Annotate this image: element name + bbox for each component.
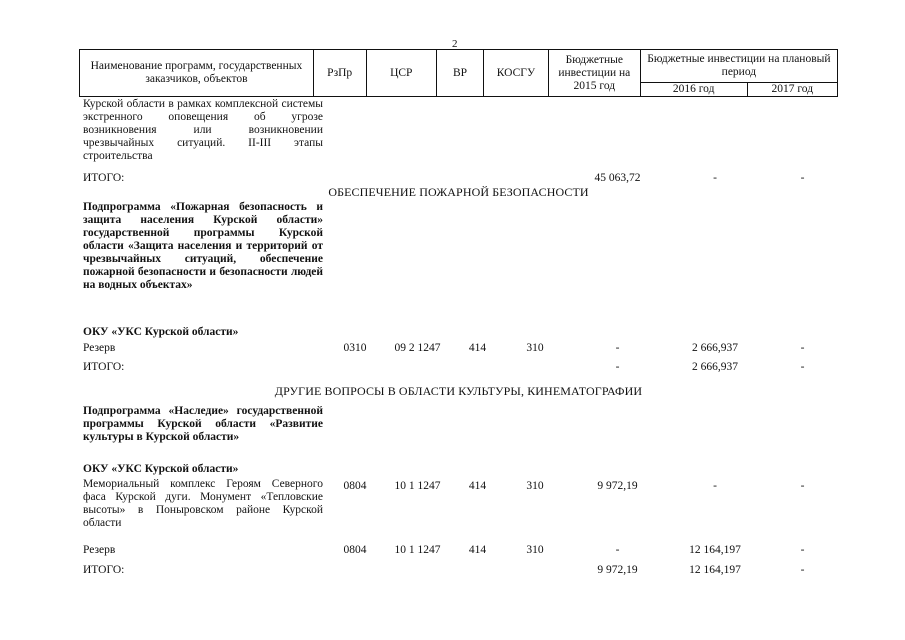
row-csr: 09 2 1247 bbox=[394, 342, 441, 354]
row-2017: - bbox=[800, 544, 805, 556]
section-title-culture: ДРУГИЕ ВОПРОСЫ В ОБЛАСТИ КУЛЬТУРЫ, КИНЕМАТОГРАФИИ bbox=[274, 384, 643, 398]
total-investment-2015: - bbox=[615, 361, 620, 373]
row-2017: - bbox=[800, 342, 805, 354]
row-vr: 414 bbox=[468, 342, 487, 354]
total-label: ИТОГО: bbox=[83, 361, 125, 373]
total-label: ИТОГО: bbox=[83, 172, 125, 184]
header-csr: ЦСР bbox=[366, 50, 437, 97]
page-number: 2 bbox=[452, 38, 458, 50]
total-2017: - bbox=[800, 172, 805, 184]
row-kosgu: 310 bbox=[526, 480, 544, 492]
header-vr: ВР bbox=[437, 50, 484, 97]
customer-name: ОКУ «УКС Курской области» bbox=[83, 326, 239, 338]
header-name: Наименование программ, государственных заказчиков, объектов bbox=[80, 50, 314, 97]
total-investment-2015: 45 063,72 bbox=[594, 172, 641, 184]
row-csr: 10 1 1247 bbox=[394, 480, 441, 492]
section-title-fire-safety: ОБЕСПЕЧЕНИЕ ПОЖАРНОЙ БЕЗОПАСНОСТИ bbox=[328, 185, 589, 199]
header-kosgu: КОСГУ bbox=[484, 50, 549, 97]
subprogram-fire-safety: Подпрограмма «Пожарная безопасность и защита населения Курской области» государственной программы Курской области «Защита населения и территорий от чрезвычайных ситуаций, обеспечение пожарной безопасности и безопасности людей на водных объектах» bbox=[83, 201, 323, 291]
header-year-2017: 2017 год bbox=[747, 83, 837, 97]
total-investment-2015: 9 972,19 bbox=[597, 564, 638, 576]
row-2016: 2 666,937 bbox=[692, 342, 738, 354]
row-rzpr: 0804 bbox=[343, 480, 367, 492]
subprogram-heritage: Подпрограмма «Наследие» государственной программы Курской области «Развитие культуры в Курской области» bbox=[83, 405, 323, 443]
row-rzpr: 0804 bbox=[343, 544, 367, 556]
row-kosgu: 310 bbox=[526, 544, 544, 556]
object-description-continued: Курской области в рамках комплексной системы экстренного оповещения об угрозе возникновения или возникновении чрезвычайных ситуаций. II-III этапы строительства bbox=[83, 98, 323, 162]
header-rzpr: РзПр bbox=[313, 50, 366, 97]
total-2016: - bbox=[713, 172, 717, 184]
row-2016: - bbox=[713, 480, 717, 492]
total-2017: - bbox=[800, 564, 805, 576]
row-2017: - bbox=[800, 480, 805, 492]
row-csr: 10 1 1247 bbox=[394, 544, 441, 556]
total-2017: - bbox=[800, 361, 805, 373]
row-investment-2015: 9 972,19 bbox=[597, 480, 638, 492]
total-label: ИТОГО: bbox=[83, 564, 125, 576]
row-name: Резерв bbox=[83, 342, 116, 354]
row-name: Мемориальный комплекс Героям Северного фаса Курской дуги. Монумент «Тепловские высоты» в Поныровском районе Курской области bbox=[83, 478, 323, 529]
header-year-2016: 2016 год bbox=[640, 83, 747, 97]
row-vr: 414 bbox=[468, 544, 487, 556]
total-2016: 12 164,197 bbox=[689, 564, 741, 576]
row-investment-2015: - bbox=[615, 342, 620, 354]
row-kosgu: 310 bbox=[526, 342, 544, 354]
total-2016: 2 666,937 bbox=[692, 361, 738, 373]
row-vr: 414 bbox=[468, 480, 487, 492]
header-investments-2015: Бюджетные инвестиции на 2015 год bbox=[548, 50, 640, 97]
row-rzpr: 0310 bbox=[343, 342, 367, 354]
header-planned-period: Бюджетные инвестиции на плановый период bbox=[640, 50, 837, 83]
row-2016: 12 164,197 bbox=[689, 544, 741, 556]
customer-name: ОКУ «УКС Курской области» bbox=[83, 463, 239, 475]
row-investment-2015: - bbox=[615, 544, 620, 556]
row-name: Резерв bbox=[83, 544, 116, 556]
